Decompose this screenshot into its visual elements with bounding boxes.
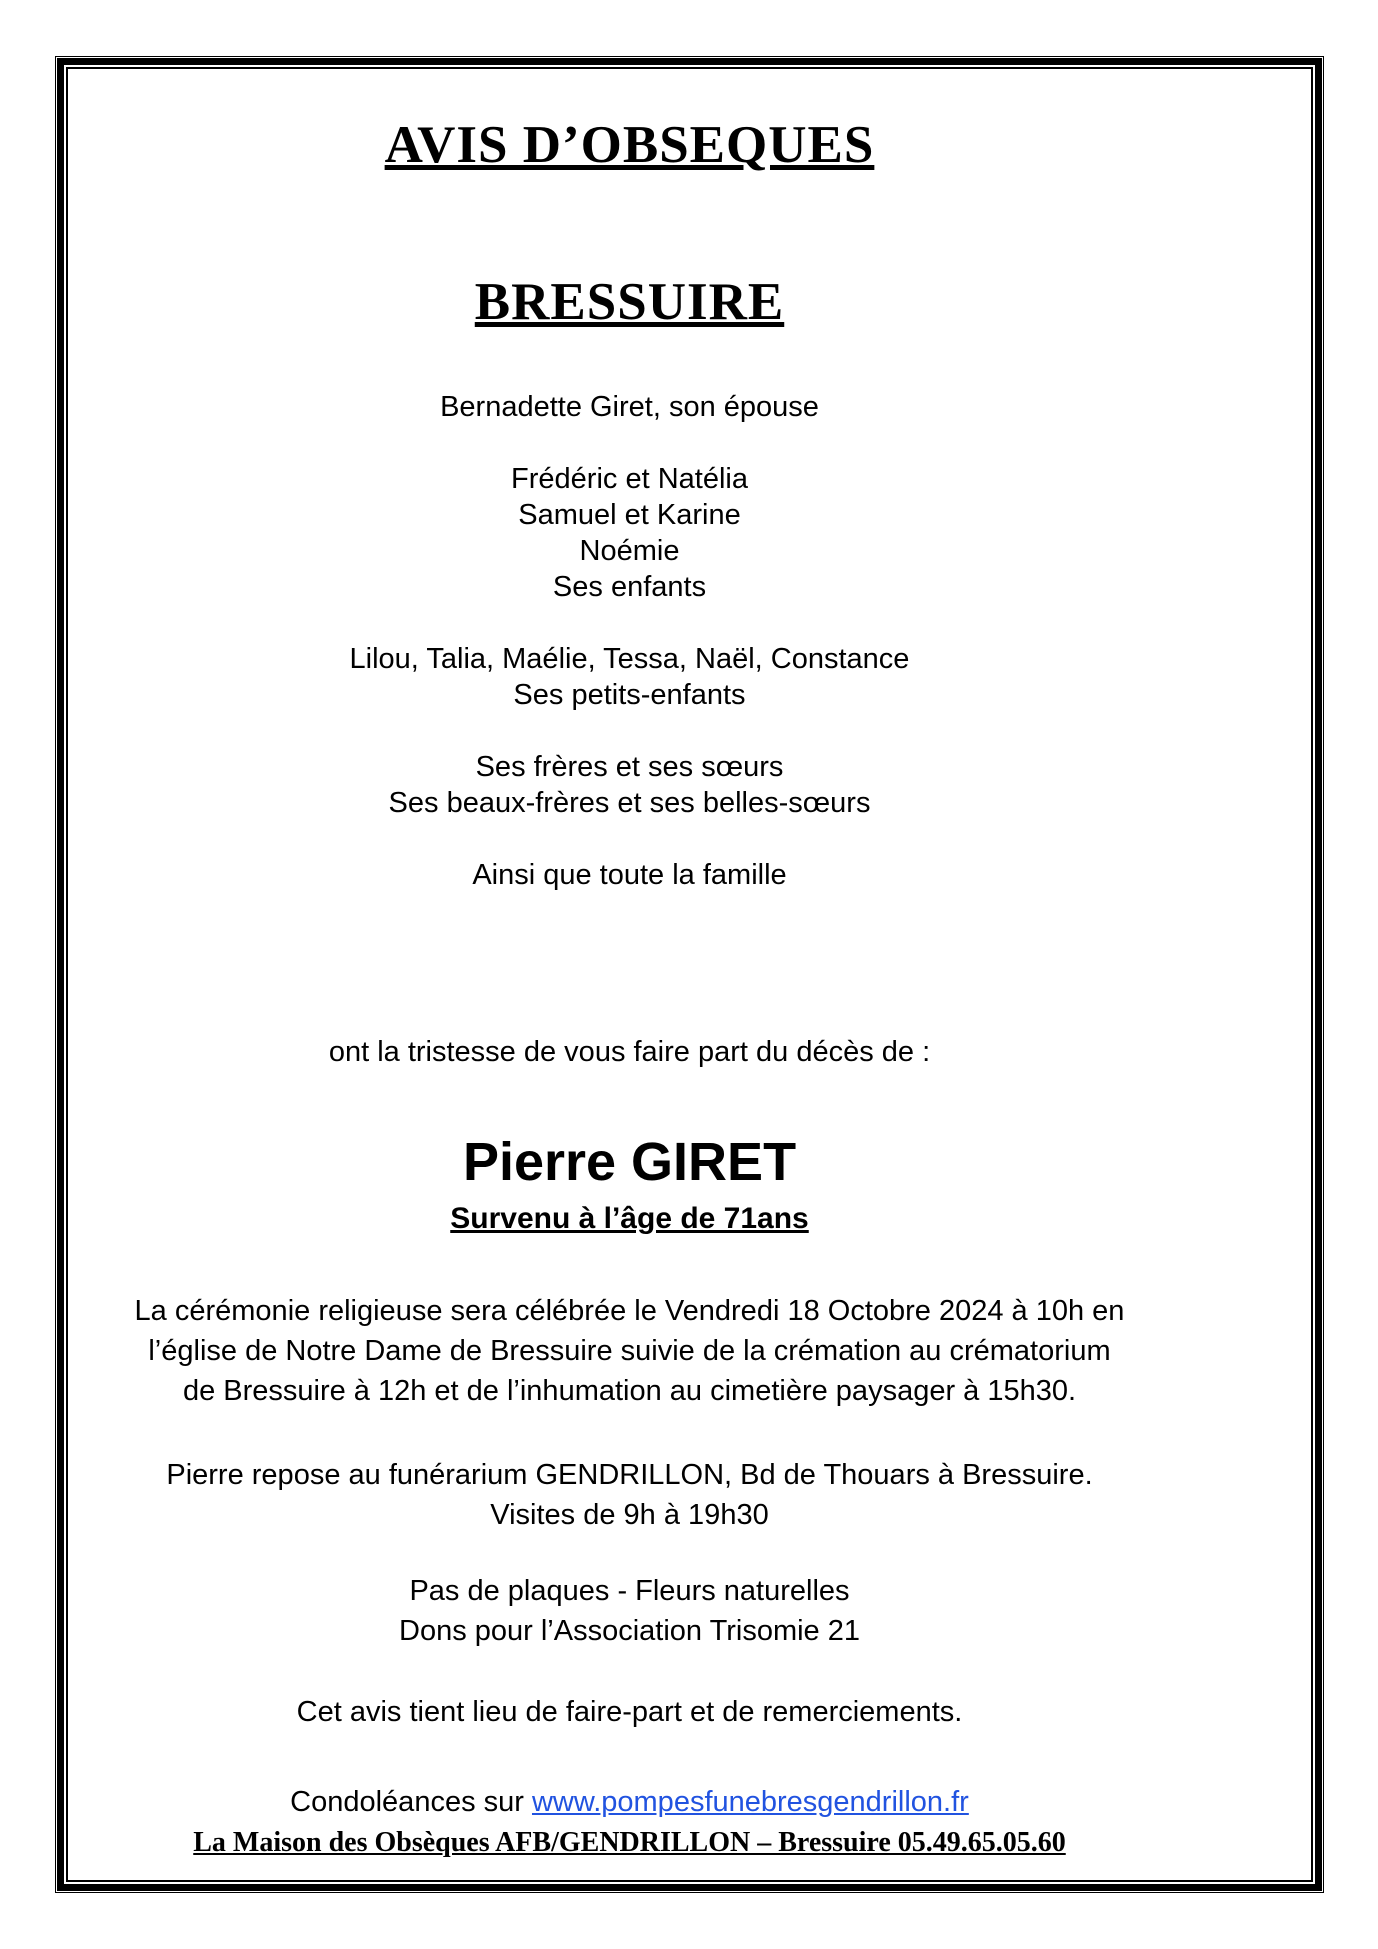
- tributes-group: [98, 1571, 1161, 1651]
- ceremony-line: La cérémonie religieuse sera célébrée le Vendredi 18 Octobre 2024 à 10h en: [134, 1295, 1125, 1327]
- child-name: Frédéric et Natélia: [511, 463, 748, 495]
- notice-line: Cet avis tient lieu de faire-part et de remerciements.: [296, 1696, 963, 1728]
- repose-location-line: Pierre repose au funérarium GENDRILLON, Bd de Thouars à Bressuire.: [166, 1459, 1093, 1491]
- child-name: Samuel et Karine: [518, 499, 741, 531]
- ceremony-paragraph: [98, 1291, 1161, 1411]
- condolences-prefix: Condoléances sur: [290, 1786, 532, 1818]
- whole-family-line: Ainsi que toute la famille: [472, 859, 787, 891]
- ceremony-line: de Bressuire à 12h et de l’inhumation au cimetière paysager à 15h30.: [182, 1375, 1077, 1407]
- ceremony-line: l’église de Notre Dame de Bressuire suivie de la crémation au crématorium: [148, 1335, 1111, 1367]
- condolences-link[interactable]: www.pompesfunebresgendrillon.fr: [531, 1786, 969, 1818]
- footer-line: La Maison des Obsèques AFB/GENDRILLON – Bressuire 05.49.65.05.60: [193, 1827, 1066, 1858]
- grandchildren-names: Lilou, Talia, Maélie, Tessa, Naël, Constance: [349, 643, 910, 675]
- children-group: [98, 461, 1161, 605]
- visits-line: Visites de 9h à 19h30: [490, 1499, 769, 1531]
- donations-line: Dons pour l’Association Trisomie 21: [399, 1615, 860, 1647]
- inlaws-line: Ses beaux-frères et ses belles-sœurs: [388, 787, 871, 819]
- city-title: BRESSUIRE: [474, 273, 785, 331]
- announcement-intro: ont la tristesse de vous faire part du décès de :: [328, 1036, 931, 1068]
- grandchildren-label: Ses petits-enfants: [513, 679, 746, 711]
- child-name: Noémie: [579, 535, 680, 567]
- children-label: Ses enfants: [552, 571, 707, 603]
- deceased-name: Pierre GIRET: [462, 1132, 797, 1192]
- spouse-line: Bernadette Giret, son épouse: [440, 391, 819, 423]
- document-content: [68, 69, 1311, 1882]
- deceased-age-line: Survenu à l’âge de 71ans: [450, 1202, 809, 1235]
- flowers-line: Pas de plaques - Fleurs naturelles: [409, 1575, 850, 1607]
- whole-family-group: [98, 857, 1161, 893]
- siblings-group: [98, 749, 1161, 821]
- condolences-line: [98, 1783, 1161, 1821]
- repose-group: [98, 1455, 1161, 1535]
- siblings-line: Ses frères et ses sœurs: [475, 751, 784, 783]
- notice-title: AVIS D’OBSEQUES: [384, 116, 875, 174]
- grandchildren-group: [98, 641, 1161, 713]
